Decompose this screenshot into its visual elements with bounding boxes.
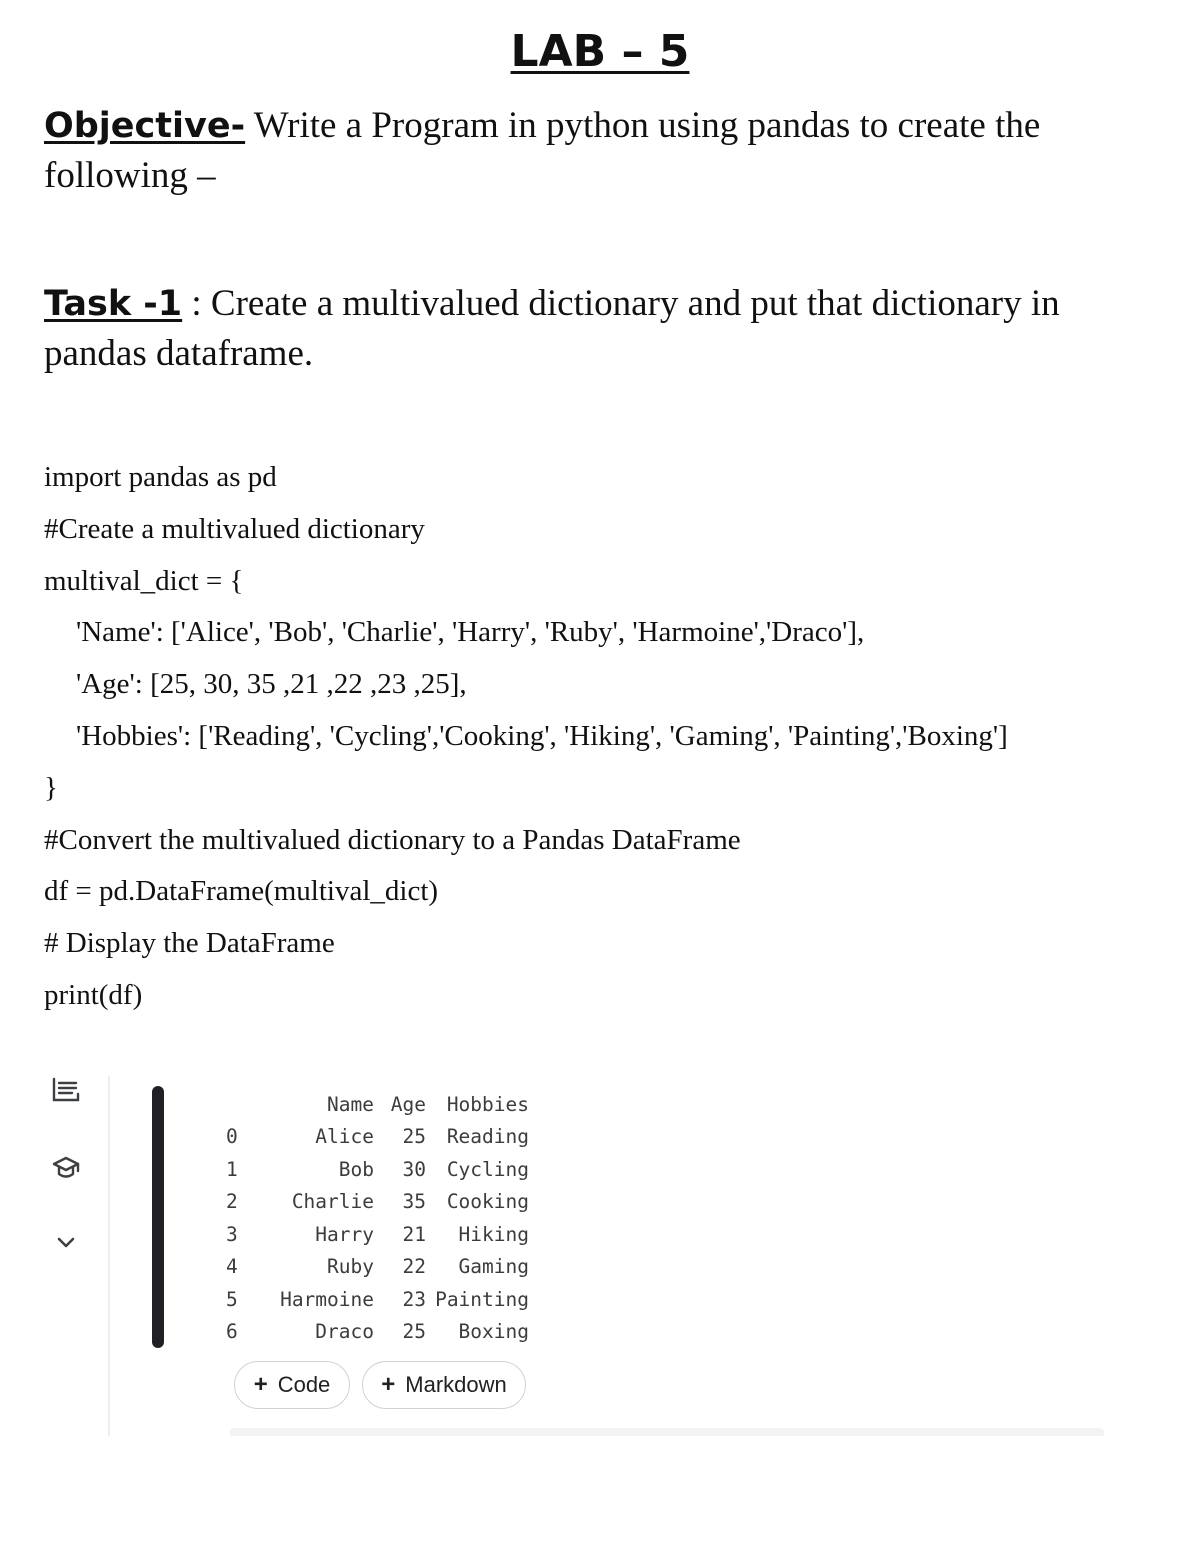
dataframe-output — [226, 1088, 529, 1348]
hobbies-cell: Hiking — [458, 1222, 529, 1246]
add-markdown-label: Markdown — [405, 1372, 507, 1397]
plus-icon: + — [253, 1371, 268, 1398]
code-line: # Display the DataFrame — [44, 927, 335, 960]
name-cell: Harmoine — [280, 1287, 374, 1311]
hobbies-cell: Gaming — [458, 1255, 529, 1279]
name-cell: Charlie — [291, 1190, 374, 1214]
age-cell: 35 — [402, 1190, 426, 1214]
dataframe-header-row — [226, 1088, 529, 1121]
code-line: #Convert the multivalued dictionary to a Pandas DataFrame — [44, 823, 741, 856]
row-index: 6 — [226, 1320, 238, 1344]
output-list-icon[interactable] — [48, 1074, 84, 1110]
task-paragraph — [44, 279, 1159, 378]
code-line: df = pd.DataFrame(multival_dict) — [44, 875, 439, 908]
row-index: 4 — [226, 1255, 238, 1279]
add-code-label: Code — [277, 1372, 331, 1397]
age-cell: 25 — [402, 1320, 426, 1344]
age-cell: 23 — [402, 1287, 426, 1311]
objective-paragraph — [44, 101, 1159, 200]
objective-label: Objective- — [44, 106, 246, 146]
column-header: Hobbies — [446, 1092, 529, 1116]
next-cell-edge — [230, 1428, 1104, 1436]
add-code-cell-button[interactable] — [234, 1361, 350, 1409]
add-markdown-cell-button[interactable] — [362, 1361, 526, 1409]
name-cell: Bob — [338, 1157, 374, 1181]
plus-icon: + — [381, 1371, 396, 1398]
page-title: LAB – 5 — [510, 26, 690, 77]
row-index: 3 — [226, 1222, 238, 1246]
graduation-cap-icon[interactable] — [48, 1150, 84, 1186]
row-index: 1 — [226, 1157, 238, 1181]
table-row — [226, 1283, 529, 1316]
code-line: print(df) — [44, 978, 143, 1011]
age-cell: 21 — [402, 1222, 426, 1246]
hobbies-cell: Cooking — [446, 1190, 529, 1214]
table-row — [226, 1218, 529, 1251]
table-row — [226, 1316, 529, 1349]
column-header: Age — [390, 1092, 426, 1116]
task-text: : Create a multivalued dictionary and put that dictionary in pandas dataframe. — [44, 283, 1060, 374]
hobbies-cell: Reading — [446, 1125, 529, 1149]
cell-gutter-divider — [108, 1076, 110, 1436]
cell-execution-bar — [152, 1086, 164, 1348]
objective-text: Write a Program in python using pandas to create the following – — [44, 105, 1041, 196]
code-line: 'Name': ['Alice', 'Bob', 'Charlie', 'Harry', 'Ruby', 'Harmoine','Draco'], — [76, 616, 865, 649]
age-cell: 25 — [402, 1125, 426, 1149]
table-row — [226, 1186, 529, 1219]
table-row — [226, 1251, 529, 1284]
age-cell: 22 — [402, 1255, 426, 1279]
table-row — [226, 1153, 529, 1186]
row-index: 5 — [226, 1287, 238, 1311]
code-line: 'Hobbies': ['Reading', 'Cycling','Cooking', 'Hiking', 'Gaming', 'Painting','Boxing'] — [76, 719, 1008, 752]
name-cell: Ruby — [327, 1255, 374, 1279]
hobbies-cell: Painting — [435, 1287, 529, 1311]
chevron-down-icon[interactable] — [48, 1224, 84, 1260]
code-line: import pandas as pd — [44, 461, 277, 493]
name-cell: Draco — [315, 1320, 374, 1344]
name-cell: Alice — [315, 1125, 374, 1149]
row-index: 0 — [226, 1125, 238, 1149]
age-cell: 30 — [402, 1157, 426, 1181]
row-index: 2 — [226, 1190, 238, 1214]
code-line: } — [44, 771, 58, 804]
hobbies-cell: Boxing — [458, 1320, 529, 1344]
name-cell: Harry — [315, 1222, 374, 1246]
code-listing — [44, 452, 1164, 1022]
notebook-output-cell — [40, 1066, 1120, 1446]
table-row — [226, 1121, 529, 1154]
task-label: Task -1 — [44, 284, 183, 324]
code-line: 'Age': [25, 30, 35 ,21 ,22 ,23 ,25], — [76, 668, 467, 701]
code-line: multival_dict = { — [44, 564, 244, 597]
hobbies-cell: Cycling — [446, 1157, 529, 1181]
column-header: Name — [327, 1092, 374, 1116]
code-line: #Create a multivalued dictionary — [44, 512, 425, 545]
